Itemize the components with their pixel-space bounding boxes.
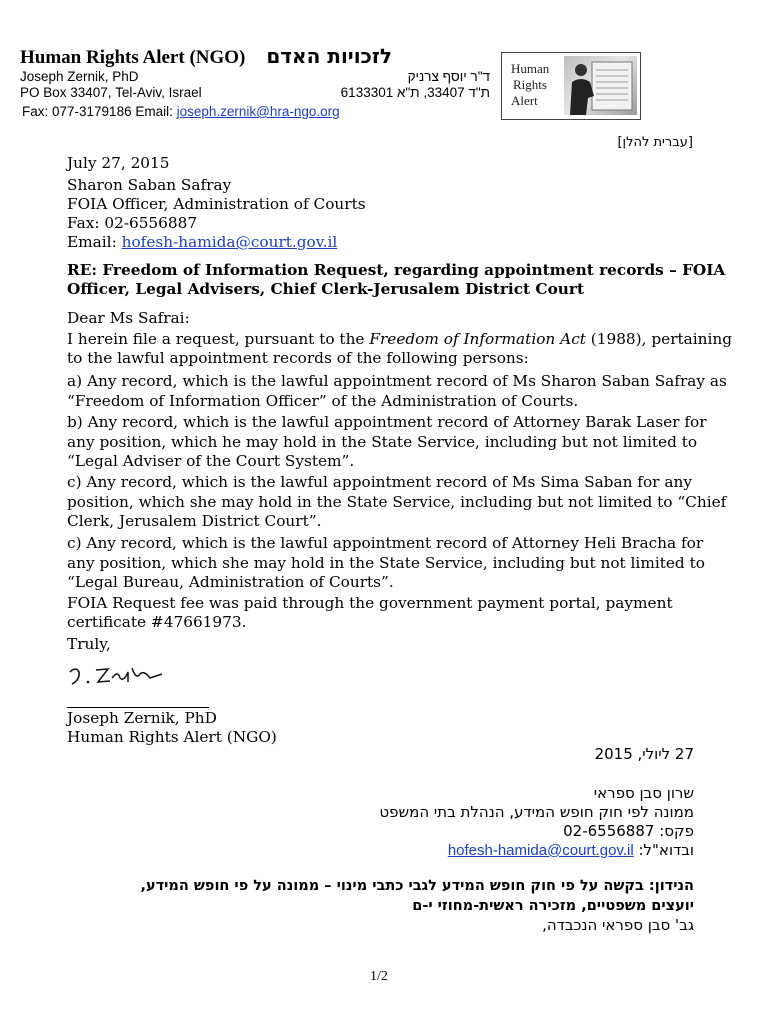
recipient-email-link[interactable]: hofesh-hamida@court.gov.il: [121, 233, 338, 251]
hebrew-date: 27 ליולי, 2015: [594, 745, 694, 763]
intro-line-1: [67, 330, 732, 350]
logo-photo: [564, 56, 637, 115]
page-number: 1/2: [370, 969, 388, 984]
act-name: Freedom of Information Act: [369, 330, 586, 348]
org-suffix-en: (NGO): [184, 47, 246, 68]
recipient-email-line: [67, 233, 337, 253]
item-c1-line-2: position, which she may hold in the State Service, including but not limited to “Chief: [67, 492, 727, 511]
org-name-en: Human Rights Alert: [20, 47, 185, 68]
email-label: Email:: [67, 233, 122, 251]
hebrew-recipient-title: ממונה לפי חוק חופש המידע, הנהלת בתי המשפט: [379, 803, 694, 821]
hebrew-email-label: ובדוא"ל:: [633, 841, 694, 859]
signer-name: Joseph Zernik, PhD: [67, 709, 217, 727]
logo-line-1: Human: [511, 61, 550, 76]
hra-logo: [501, 52, 641, 120]
hebrew-email-link[interactable]: hofesh-hamida@court.gov.il: [447, 842, 634, 859]
hebrew-subject-line-1: הנידון: בקשה על פי חוק חופש המידע לגבי כתבי מינוי – ממונה על פי חופש המידע,: [140, 878, 694, 894]
item-c1-line-3: Clerk, Jerusalem District Court”.: [67, 512, 322, 530]
item-b-line-1: b) Any record, which is the lawful appointment record of Attorney Barak Laser for: [67, 413, 707, 431]
intro-after: (1988), pertaining: [585, 330, 733, 348]
letterhead-name-en: Joseph Zernik, PhD: [20, 69, 139, 84]
item-a-line-2: “Freedom of Information Officer” of the Administration of Courts.: [67, 391, 579, 410]
hebrew-subject-line-2: יועצים משפטיים, מזכירה ראשית-מחוזי י-ם: [412, 898, 694, 914]
recipient-fax: Fax: 02-6556887: [67, 214, 198, 232]
intro-line-2: to the lawful appointment records of the following persons:: [67, 349, 529, 367]
item-b-line-3: “Legal Adviser of the Court System”.: [67, 452, 355, 470]
recipient-title: FOIA Officer, Administration of Courts: [67, 195, 366, 213]
subject-line-2: Officer, Legal Advisers, Chief Clerk-Jerusalem District Court: [67, 280, 585, 298]
fax-label: Fax: 077-3179186 Email:: [22, 104, 177, 119]
item-c2-line-2: any position, which she may hold in the State Service, including but not limited to: [67, 553, 705, 572]
letterhead-org-en: [20, 47, 245, 69]
fee-line-2: certificate #47661973.: [67, 613, 247, 631]
item-c1-line-1: c) Any record, which is the lawful appointment record of Ms Sima Saban for any: [67, 473, 692, 491]
request-item-b: [67, 413, 707, 472]
salutation: Dear Ms Safrai:: [67, 309, 190, 327]
request-item-a: [67, 372, 727, 411]
signature-rule: [67, 707, 209, 708]
letter-date: July 27, 2015: [67, 154, 170, 172]
letterhead-address-en: PO Box 33407, Tel-Aviv, Israel: [20, 85, 202, 100]
recipient-name: Sharon Saban Safray: [67, 176, 232, 194]
letterhead-email-link[interactable]: joseph.zernik@hra-ngo.org: [176, 104, 340, 119]
letterhead-address-he: ת"ד 33407, ת"א 6133301: [340, 85, 490, 100]
request-item-c2: [67, 534, 705, 593]
hebrew-recipient: שרון סבן ספראי: [593, 784, 694, 802]
closing: Truly,: [67, 635, 111, 653]
letterhead-org-he: לזכויות האדם: [266, 44, 392, 68]
letterhead-contact: [22, 104, 340, 119]
item-c2-line-1: c) Any record, which is the lawful appointment record of Attorney Heli Bracha for: [67, 534, 704, 552]
signature-image: [66, 660, 170, 690]
logo-line-2: Rights: [513, 77, 547, 92]
hebrew-fax: פקס: 02-6556887: [563, 822, 694, 840]
hebrew-follows-note: [עברית להלן]: [617, 135, 693, 150]
hebrew-email-line: [300, 841, 694, 859]
item-b-line-2: any position, which he may hold in the State Service, including but not limited to: [67, 432, 698, 451]
item-c2-line-3: “Legal Bureau, Administration of Courts”.: [67, 573, 394, 591]
intro-before: I herein file a request, pursuant to the: [67, 330, 370, 348]
item-a-line-1: a) Any record, which is the lawful appointment record of Ms Sharon Saban Safray as: [67, 372, 727, 390]
logo-line-3: Alert: [511, 93, 538, 108]
hebrew-salutation: גב' סבן ספראי הנכבדה,: [542, 916, 694, 934]
request-item-c1: [67, 473, 726, 532]
fee-line-1: FOIA Request fee was paid through the government payment portal, payment: [67, 594, 673, 612]
letterhead-name-he: ד"ר יוסף צרניק: [407, 69, 490, 84]
signer-org: Human Rights Alert (NGO): [67, 728, 277, 746]
subject-line-1: RE: Freedom of Information Request, regarding appointment records – FOIA: [67, 261, 726, 279]
logo-text: [511, 61, 549, 109]
